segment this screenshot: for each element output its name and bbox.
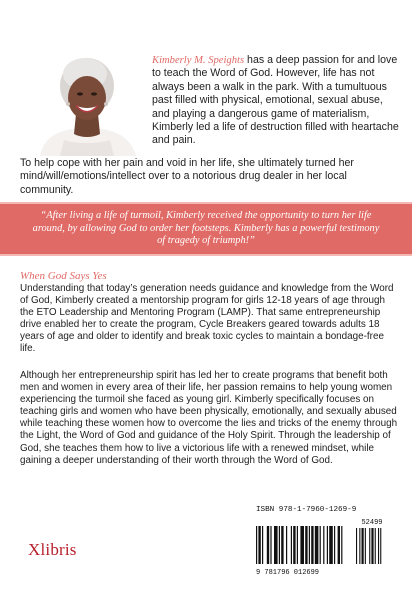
author-bio-text: has a deep passion for and love to teach the Word of God. However, life has not always been a walk in the park. With a tumultuous past filled with physical, emotional, sexual abuse, and playing a dangerous game of materialism, Kimberly led a life of destruction filled with heartache and pain. xyxy=(152,54,399,147)
publisher-logo: Xlibris xyxy=(28,540,77,559)
barcode-graphic xyxy=(252,516,392,576)
section-heading: When God Says Yes xyxy=(20,270,107,282)
price-code: 52499 xyxy=(361,519,383,527)
testimonial-quote: “After living a life of turmoil, Kimberly received the opportunity to turn her life around, by allowing God to order her footsteps. Kimberly has a powerful testimony of tragedy of triumph!” xyxy=(32,210,380,247)
description-paragraph-2: Although her entrepreneurship spirit has led her to create programs that benefit both men and women in every area of their life, her passion remains to help young women experiencing the turmoil she faced as young girl. Kimberly specifically focuses on teaching girls and women who have been physically, emotionally, and sexually abused while teaching these women how to overcome the lies and tricks of the enemy through the Light, the Word of God and guidance of the Holy Spirit. Through the leadership of God, she teaches them how to live a victorious life with a renewed mindset, while gaining a deeper understanding of their worth through the Word of God. xyxy=(20,370,398,466)
author-photo xyxy=(30,52,145,156)
author-name: Kimberly M. Speights xyxy=(152,55,245,66)
author-bio-continued: To help cope with her pain and void in her life, she ultimately turned her mind/will/emotions/intellect over to a notorious drug dealer in her local community. xyxy=(20,157,354,196)
author-bio xyxy=(152,54,402,148)
quote-band xyxy=(0,202,412,256)
ean-number: 9 781796 012699 xyxy=(256,569,320,576)
description-paragraph-1: Understanding that today’s generation needs guidance and knowledge from the Word of God, Kimberly created a mentorship program for girls 12-18 years of age through the ETO Leadership and Mentoring Program (LAMP). That same entrepreneurship drive enabled her to create the program, Cycle Breakers geared towards adults 18 years of age and older to identify and break toxic cycles to maintain a bondage-free life. xyxy=(20,283,394,355)
isbn-barcode xyxy=(252,504,392,576)
isbn-number: ISBN 978-1-7960-1269-9 xyxy=(256,506,357,514)
